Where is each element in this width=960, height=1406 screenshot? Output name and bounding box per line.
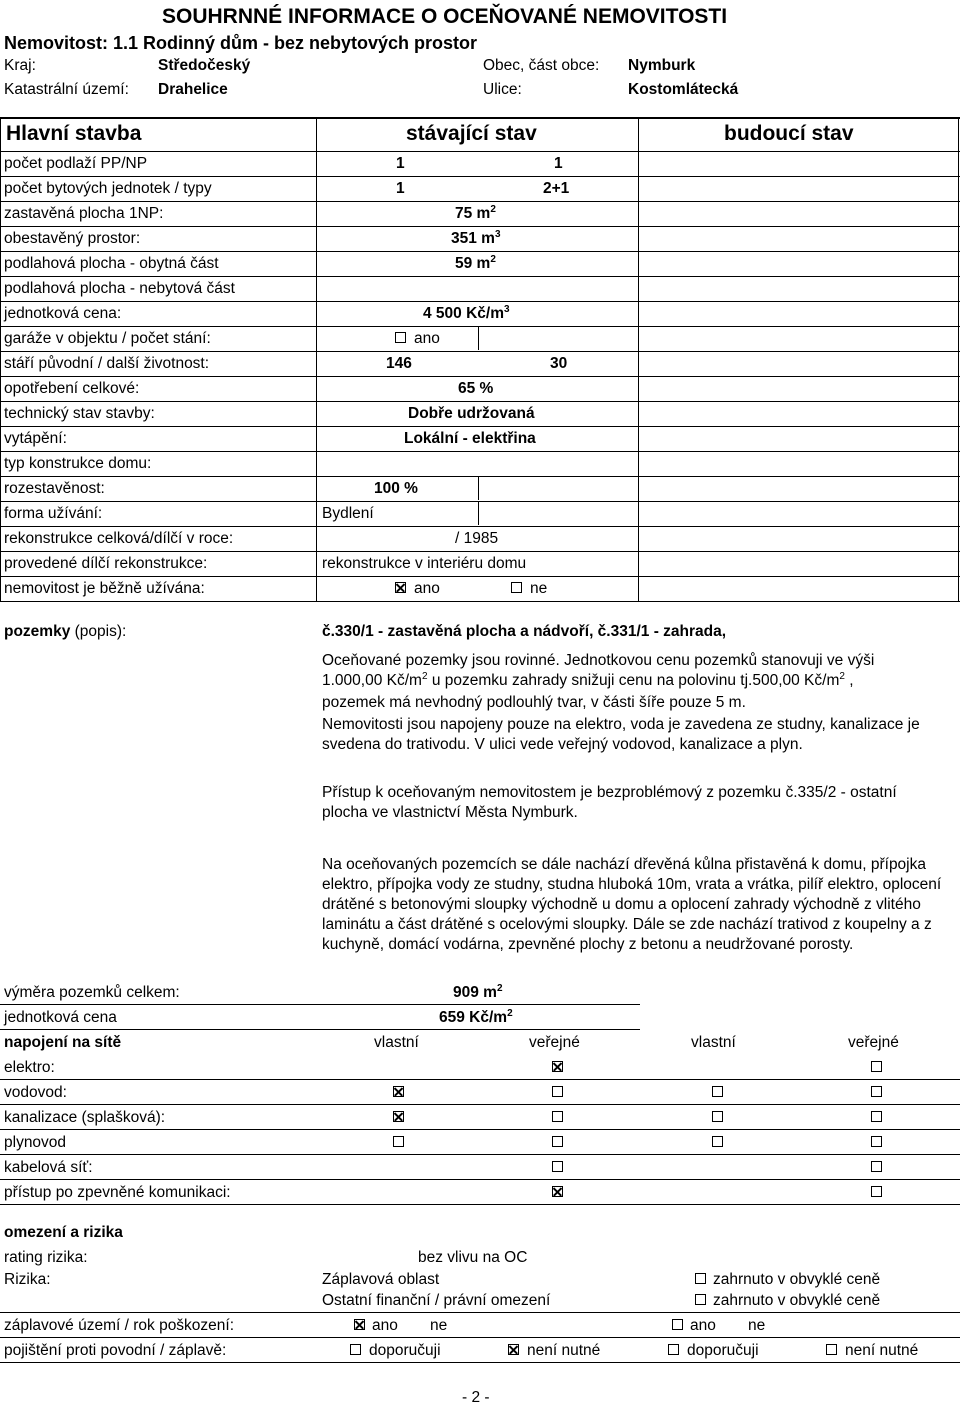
row-divider xyxy=(0,201,960,202)
katastr-label: Katastrální území: xyxy=(4,81,129,98)
row-label: nemovitost je běžně užívána: xyxy=(4,580,205,597)
main-section-title: Hlavní stavba xyxy=(6,122,142,145)
flood-label: záplavové území / rok poškození: xyxy=(4,1317,235,1334)
row-label: provedené dílčí rekonstrukce: xyxy=(4,555,208,572)
row-divider xyxy=(0,476,960,477)
rozestavenost-value: 100 % xyxy=(374,480,418,497)
utility-label: elektro: xyxy=(4,1059,55,1076)
utility-checkbox[interactable] xyxy=(712,1111,723,1122)
land-description-1a: Oceňované pozemky jsou rovinné. Jednotkovou cenu pozemků stanovuji ve výši xyxy=(322,652,875,669)
opotrebeni-value: 65 % xyxy=(458,380,494,397)
cell-divider xyxy=(478,326,479,350)
utility-label: přístup po zpevněné komunikaci: xyxy=(4,1184,231,1201)
utilities-col-own-current: vlastní xyxy=(374,1034,419,1051)
land-description-1c: pozemek má nevhodný podlouhlý tvar, v části šíře pouze 5 m. xyxy=(322,694,746,711)
ulice-value: Kostomlátecká xyxy=(628,81,739,98)
row-divider xyxy=(0,501,960,502)
row-label: jednotková cena: xyxy=(4,305,122,322)
flood-future-yes: ano xyxy=(690,1317,716,1334)
podlazi-np: 1 xyxy=(554,155,563,172)
row-label: podlahová plocha - obytná část xyxy=(4,255,219,272)
row-divider xyxy=(0,1179,960,1180)
row-label: technický stav stavby: xyxy=(4,405,155,422)
utility-checkbox[interactable] xyxy=(552,1161,563,1172)
row-label: počet podlaží PP/NP xyxy=(4,155,148,172)
row-divider xyxy=(0,1104,960,1105)
obytna-value: 59 $m^2$ xyxy=(455,253,496,272)
row-label: rozestavěnost: xyxy=(4,480,105,497)
row-label: rekonstrukce celková/dílčí v roce: xyxy=(4,530,234,547)
utility-checkbox[interactable] xyxy=(871,1186,882,1197)
stav-value: Dobře udržovaná xyxy=(408,405,535,422)
vytapeni-value: Lokální - elektřina xyxy=(404,430,536,447)
land-description-1b: 1.000,00 $Kč/m^2$ u pozemku zahrady snižuji cenu na polovinu tj.500,00 $Kč/m^2$ , xyxy=(322,670,854,689)
cell-divider xyxy=(478,476,479,500)
row-divider xyxy=(0,1154,960,1155)
podlazi-pp: 1 xyxy=(396,155,405,172)
utilities-col-own-future: vlastní xyxy=(691,1034,736,1051)
land-parcels: č.330/1 - zastavěná plocha a nádvoří, č.331/1 - zahrada, xyxy=(322,623,727,640)
utility-checkbox[interactable] xyxy=(393,1111,404,1122)
rekonstrukce-value: / 1985 xyxy=(455,530,499,547)
row-label: počet bytových jednotek / typy xyxy=(4,180,212,197)
insurance-future-recommend-checkbox[interactable] xyxy=(668,1344,679,1355)
utility-checkbox[interactable] xyxy=(871,1161,882,1172)
zastavena-value: 75 $m^2$ xyxy=(455,203,496,222)
risk-flood: Záplavová oblast xyxy=(322,1271,440,1288)
row-divider xyxy=(0,1204,960,1205)
row-divider xyxy=(0,526,960,527)
uzivana-yes-checkbox[interactable] xyxy=(395,582,406,593)
insurance-future-not-needed: není nutné xyxy=(845,1342,919,1359)
forma-value: Bydlení xyxy=(322,505,374,522)
row-divider xyxy=(0,276,960,277)
row-label: zastavěná plocha 1NP: xyxy=(4,205,164,222)
row-divider xyxy=(0,451,960,452)
row-divider xyxy=(0,551,960,552)
row-divider xyxy=(0,576,960,577)
row-divider xyxy=(0,301,960,302)
row-divider xyxy=(0,1129,960,1130)
utility-checkbox[interactable] xyxy=(712,1086,723,1097)
utility-label: plynovod xyxy=(4,1134,67,1151)
row-label: podlahová plocha - nebytová část xyxy=(4,280,235,297)
obec-value: Nymburk xyxy=(628,57,696,74)
utility-checkbox[interactable] xyxy=(552,1086,563,1097)
table-col-divider xyxy=(638,117,639,602)
risks-heading: omezení a rizika xyxy=(4,1224,123,1241)
land-description-4: Na oceňovaných pozemcích se dále nachází dřevěná kůlna přistavěná k domu, přípojka elektro, přípojka vody ze studny, studna hluboká 10m, vrata a vrátka, pilíř elektro, oplocení drátěné s betonovými sloupky východně u domu a oplocení zahrady východně z vlitého laminátu a část drátěné s ocelovými sloupky. Dále se zde nachází trativod z koupelny a z kuchyně, domácí vodárna, zpevněné plochy z betonu a neudržované porosty. xyxy=(322,856,942,953)
table-col-divider xyxy=(316,117,317,602)
risk-financial-future: zahrnuto v obvyklé ceně xyxy=(713,1292,881,1309)
row-divider xyxy=(0,326,960,327)
row-label: forma užívání: xyxy=(4,505,103,522)
table-bottom-border xyxy=(0,601,960,602)
land-description-3: Přístup k oceňovaným nemovitostem je bezproblémový z pozemku č.335/2 - ostatní plocha ve vlastnictví Města Nymburk. xyxy=(322,784,897,821)
row-divider xyxy=(0,351,960,352)
insurance-not-needed-checkbox[interactable] xyxy=(508,1344,519,1355)
utilities-col-public-current: veřejné xyxy=(529,1034,580,1051)
cena-value: 4 500 $Kč/m^3$ xyxy=(423,303,510,322)
row-divider xyxy=(0,1337,960,1338)
row-label: stáří původní / další životnost: xyxy=(4,355,210,372)
unit-price-value: 659 $Kč/m^2$ xyxy=(439,1007,513,1026)
row-divider xyxy=(0,426,960,427)
flood-future-yes-checkbox[interactable] xyxy=(672,1319,683,1330)
obestaveny-value: 351 $m^3$ xyxy=(451,228,501,247)
utility-checkbox[interactable] xyxy=(712,1136,723,1147)
land-label: pozemky (popis): xyxy=(4,623,127,640)
row-label: typ konstrukce domu: xyxy=(4,455,152,472)
row-divider xyxy=(0,1362,960,1363)
row-divider xyxy=(0,151,960,152)
jednotky-typ: 2+1 xyxy=(543,180,570,197)
row-divider xyxy=(0,376,960,377)
property-name: Nemovitost: 1.1 Rodinný dům - bez nebytových prostor xyxy=(4,33,478,53)
row-divider xyxy=(0,1079,960,1080)
utility-checkbox[interactable] xyxy=(871,1111,882,1122)
garaze-checkbox[interactable] xyxy=(395,332,406,343)
table-right-border xyxy=(958,117,959,602)
row-label: obestavěný prostor: xyxy=(4,230,141,247)
utility-checkbox[interactable] xyxy=(393,1136,404,1147)
uzivana-no-checkbox[interactable] xyxy=(511,582,522,593)
provedene-value: rekonstrukce v interiéru domu xyxy=(322,555,527,572)
table-top-border xyxy=(0,117,960,119)
row-divider xyxy=(0,1312,960,1313)
row-divider xyxy=(0,226,960,227)
flood-yes: ano xyxy=(372,1317,398,1334)
rizika-label: Rizika: xyxy=(4,1271,51,1288)
utility-label: kanalizace (splašková): xyxy=(4,1109,166,1126)
insurance-recommend-checkbox[interactable] xyxy=(350,1344,361,1355)
risk-financial: Ostatní finanční / právní omezení xyxy=(322,1292,551,1309)
utility-checkbox[interactable] xyxy=(871,1136,882,1147)
insurance-not-needed: není nutné xyxy=(527,1342,601,1359)
row-divider xyxy=(0,1029,640,1030)
risk-flood-future-checkbox[interactable] xyxy=(695,1273,706,1284)
row-divider xyxy=(0,251,960,252)
flood-yes-checkbox[interactable] xyxy=(354,1319,365,1330)
insurance-recommend: doporučuji xyxy=(369,1342,441,1359)
utilities-heading: napojení na sítě xyxy=(4,1034,122,1051)
katastr-value: Drahelice xyxy=(158,81,228,98)
row-divider xyxy=(0,176,960,177)
insurance-future-not-needed-checkbox[interactable] xyxy=(826,1344,837,1355)
utility-checkbox[interactable] xyxy=(552,1111,563,1122)
stari-value: 146 xyxy=(386,355,412,372)
utility-checkbox[interactable] xyxy=(552,1061,563,1072)
page-number: - 2 - xyxy=(462,1389,490,1406)
risk-financial-future-checkbox[interactable] xyxy=(695,1294,706,1305)
utility-label: vodovod: xyxy=(4,1084,67,1101)
cell-divider xyxy=(478,501,479,525)
jednotky-pocet: 1 xyxy=(396,180,405,197)
utility-label: kabelová síť: xyxy=(4,1159,93,1176)
utility-checkbox[interactable] xyxy=(552,1186,563,1197)
row-label: vytápění: xyxy=(4,430,67,447)
land-description-2: Nemovitosti jsou napojeny pouze na elektro, voda je zavedena ze studny, kanalizace je svedena do trativodu. V ulici vede veřejný vodovod, kanalizace a plyn. xyxy=(322,716,920,753)
uzivana-no-label: ne xyxy=(530,580,548,597)
row-divider xyxy=(0,401,960,402)
current-state-heading: stávající stav xyxy=(406,122,537,145)
utility-checkbox[interactable] xyxy=(393,1086,404,1097)
ulice-label: Ulice: xyxy=(483,81,522,98)
page-title: SOUHRNNÉ INFORMACE O OCEŇOVANÉ NEMOVITOSTI xyxy=(162,5,728,28)
kraj-label: Kraj: xyxy=(4,57,36,74)
utilities-col-public-future: veřejné xyxy=(848,1034,899,1051)
future-state-heading: budoucí stav xyxy=(724,122,854,145)
insurance-label: pojištění proti povodní / záplavě: xyxy=(4,1342,227,1359)
area-value: 909 $m^2$ xyxy=(453,982,503,1001)
flood-no: ne xyxy=(430,1317,448,1334)
row-divider xyxy=(0,1004,640,1005)
utility-checkbox[interactable] xyxy=(552,1136,563,1147)
utility-checkbox[interactable] xyxy=(871,1086,882,1097)
risk-flood-future: zahrnuto v obvyklé ceně xyxy=(713,1271,881,1288)
flood-future-no: ne xyxy=(748,1317,766,1334)
zivotnost-value: 30 xyxy=(550,355,568,372)
unit-price-label: jednotková cena xyxy=(4,1009,117,1026)
uzivana-yes-label: ano xyxy=(414,580,440,597)
obec-label: Obec, část obce: xyxy=(483,57,600,74)
table-left-border xyxy=(0,117,1,602)
row-label: opotřebení celkové: xyxy=(4,380,140,397)
utility-checkbox[interactable] xyxy=(871,1061,882,1072)
insurance-future-recommend: doporučuji xyxy=(687,1342,759,1359)
rating-label: rating rizika: xyxy=(4,1249,88,1266)
garaze-value: ano xyxy=(414,330,440,347)
kraj-value: Středočeský xyxy=(158,57,251,74)
area-label: výměra pozemků celkem: xyxy=(4,984,180,1001)
row-label: garáže v objektu / počet stání: xyxy=(4,330,211,347)
rating-value: bez vlivu na OC xyxy=(418,1249,528,1266)
